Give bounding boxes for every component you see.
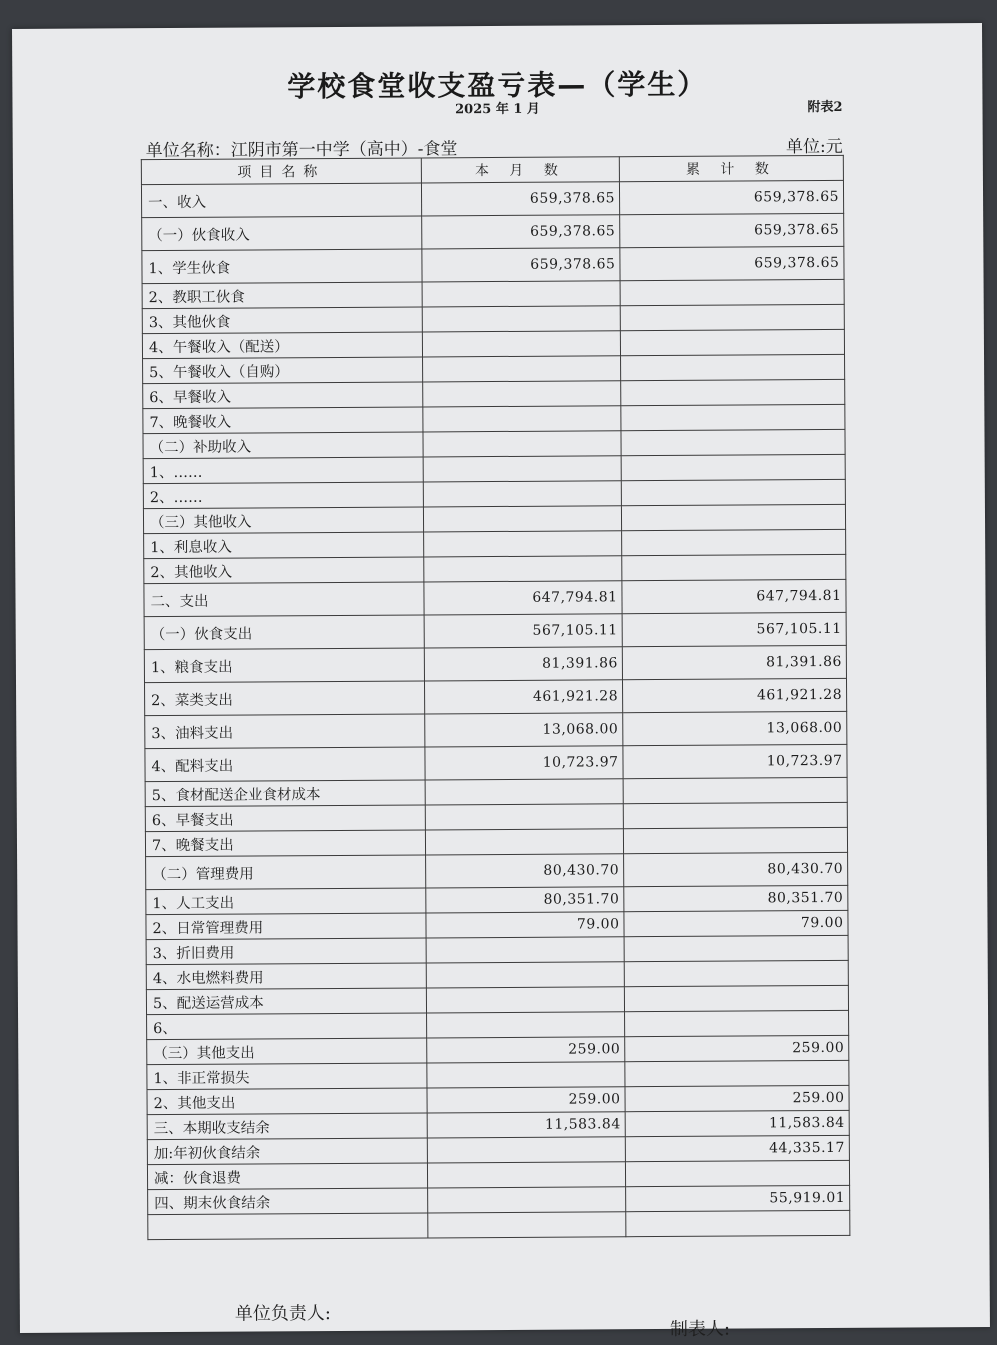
row-item-name: 2、其他支出 bbox=[147, 1088, 427, 1115]
unit-name: 单位名称：江阴市第一中学（高中）-食堂 bbox=[145, 139, 458, 162]
row-total-value: 659,378.65 bbox=[620, 246, 844, 280]
row-month-value: 659,378.65 bbox=[421, 182, 619, 216]
row-total-value: 55,919.01 bbox=[626, 1185, 850, 1211]
row-item-name: 3、其他伙食 bbox=[142, 307, 422, 334]
row-month-value: 567,105.11 bbox=[424, 614, 622, 648]
column-header-item: 项目名称 bbox=[141, 158, 421, 185]
row-item-name: 2、…… bbox=[143, 482, 423, 509]
column-header-month: 本 月 数 bbox=[421, 157, 619, 183]
document-page bbox=[12, 23, 990, 1340]
row-month-value bbox=[423, 406, 621, 432]
row-total-value: 13,068.00 bbox=[623, 711, 847, 745]
row-item-name: 三、本期收支结余 bbox=[147, 1113, 427, 1140]
row-month-value bbox=[425, 779, 623, 805]
row-total-value bbox=[625, 1010, 849, 1036]
unit-head-label: 单位负责人: bbox=[234, 1303, 332, 1325]
table-row bbox=[141, 180, 843, 217]
table-row bbox=[145, 711, 847, 748]
row-total-value bbox=[621, 429, 845, 455]
row-item-name: （一）伙食支出 bbox=[144, 615, 424, 650]
row-item-name: 1、粮食支出 bbox=[144, 648, 424, 683]
row-month-value bbox=[426, 962, 624, 988]
row-total-value: 79.00 bbox=[624, 910, 848, 936]
row-item-name: 3、折旧费用 bbox=[146, 938, 426, 965]
row-total-value: 80,430.70 bbox=[624, 852, 848, 886]
row-item-name: （一）伙食收入 bbox=[142, 216, 422, 251]
row-item-name: 减：伙食退费 bbox=[147, 1163, 427, 1190]
row-item-name: 2、教职工伙食 bbox=[142, 282, 422, 309]
table-row bbox=[145, 744, 847, 781]
row-total-value: 567,105.11 bbox=[622, 612, 846, 646]
row-month-value bbox=[427, 1062, 625, 1088]
row-item-name: 1、利息收入 bbox=[144, 532, 424, 559]
row-month-value bbox=[426, 937, 624, 963]
row-total-value bbox=[622, 554, 846, 580]
row-item-name: 2、日常管理费用 bbox=[146, 913, 426, 940]
row-total-value bbox=[623, 777, 847, 803]
row-item-name: 2、其他收入 bbox=[144, 557, 424, 584]
table-row bbox=[142, 246, 844, 283]
row-month-value: 10,723.97 bbox=[425, 746, 623, 780]
row-total-value: 10,723.97 bbox=[623, 744, 847, 778]
income-expense-table bbox=[141, 155, 851, 1240]
row-month-value: 259.00 bbox=[427, 1087, 625, 1113]
row-month-value bbox=[424, 531, 622, 557]
row-item-name: 5、配送运营成本 bbox=[146, 988, 426, 1015]
table-row bbox=[145, 678, 847, 715]
row-item-name: 4、配料支出 bbox=[145, 747, 425, 782]
row-item-name: （二）补助收入 bbox=[143, 432, 423, 459]
row-month-value: 80,430.70 bbox=[426, 854, 624, 888]
table-row bbox=[144, 645, 846, 682]
table-row bbox=[146, 852, 848, 889]
row-item-name: 加:年初伙食结余 bbox=[147, 1138, 427, 1165]
row-month-value bbox=[423, 481, 621, 507]
row-total-value bbox=[620, 329, 844, 355]
row-total-value bbox=[624, 935, 848, 961]
row-month-value bbox=[423, 356, 621, 382]
document-title: 学校食堂收支盈亏表—（学生） bbox=[287, 67, 708, 104]
row-total-value bbox=[621, 354, 845, 380]
row-month-value bbox=[428, 1187, 626, 1213]
row-total-value bbox=[623, 827, 847, 853]
row-total-value: 659,378.65 bbox=[619, 180, 843, 214]
row-item-name: 4、午餐收入（配送） bbox=[142, 332, 422, 359]
row-total-value bbox=[620, 279, 844, 305]
row-month-value bbox=[422, 306, 620, 332]
row-month-value bbox=[427, 1137, 625, 1163]
row-item-name: 4、水电燃料费用 bbox=[146, 963, 426, 990]
row-month-value bbox=[425, 829, 623, 855]
row-total-value: 80,351.70 bbox=[624, 885, 848, 911]
row-month-value bbox=[427, 1012, 625, 1038]
row-month-value: 259.00 bbox=[427, 1037, 625, 1063]
row-item-name: （二）管理费用 bbox=[146, 855, 426, 890]
row-item-name: 1、学生伙食 bbox=[142, 249, 422, 284]
row-total-value: 647,794.81 bbox=[622, 579, 846, 613]
row-item-name: 四、期末伙食结余 bbox=[148, 1188, 428, 1215]
row-month-value: 13,068.00 bbox=[425, 713, 623, 747]
row-item-name: 7、晚餐支出 bbox=[145, 830, 425, 857]
row-total-value bbox=[621, 454, 845, 480]
row-item-name: 7、晚餐收入 bbox=[143, 407, 423, 434]
row-total-value bbox=[622, 529, 846, 555]
row-month-value: 659,378.65 bbox=[422, 248, 620, 282]
row-month-value bbox=[423, 506, 621, 532]
row-total-value bbox=[624, 985, 848, 1011]
row-month-value bbox=[422, 331, 620, 357]
row-total-value: 659,378.65 bbox=[620, 213, 844, 247]
row-item-name bbox=[148, 1213, 428, 1240]
row-month-value: 647,794.81 bbox=[424, 581, 622, 615]
row-total-value bbox=[623, 802, 847, 828]
row-month-value: 81,391.86 bbox=[424, 647, 622, 681]
row-month-value bbox=[423, 431, 621, 457]
column-header-total: 累 计 数 bbox=[619, 155, 843, 181]
row-total-value bbox=[621, 479, 845, 505]
row-month-value bbox=[426, 987, 624, 1013]
row-month-value bbox=[423, 456, 621, 482]
row-total-value bbox=[625, 1160, 849, 1186]
row-total-value: 81,391.86 bbox=[622, 645, 846, 679]
row-item-name: 6、早餐收入 bbox=[143, 382, 423, 409]
row-month-value bbox=[425, 804, 623, 830]
report-date: 2025 年 1 月 bbox=[455, 101, 540, 118]
row-item-name: （三）其他收入 bbox=[143, 507, 423, 534]
table-row bbox=[148, 1210, 850, 1239]
row-total-value: 44,335.17 bbox=[625, 1135, 849, 1161]
row-month-value: 461,921.28 bbox=[424, 680, 622, 714]
row-item-name: 1、…… bbox=[143, 457, 423, 484]
row-month-value bbox=[428, 1212, 626, 1238]
row-item-name: 5、午餐收入（自购） bbox=[143, 357, 423, 384]
row-month-value bbox=[427, 1162, 625, 1188]
row-month-value: 80,351.70 bbox=[426, 887, 624, 913]
row-month-value: 11,583.84 bbox=[427, 1112, 625, 1138]
row-total-value bbox=[625, 1060, 849, 1086]
row-total-value bbox=[620, 304, 844, 330]
row-total-value: 11,583.84 bbox=[625, 1110, 849, 1136]
row-month-value bbox=[423, 381, 621, 407]
row-item-name: 2、菜类支出 bbox=[145, 681, 425, 716]
row-total-value bbox=[621, 504, 845, 530]
row-total-value: 259.00 bbox=[625, 1085, 849, 1111]
currency-unit: 单位:元 bbox=[785, 136, 843, 158]
row-item-name: 1、非正常损失 bbox=[147, 1063, 427, 1090]
row-item-name: 6、 bbox=[147, 1013, 427, 1040]
row-item-name: 一、收入 bbox=[141, 183, 421, 218]
row-item-name: 3、油料支出 bbox=[145, 714, 425, 749]
row-item-name: 5、食材配送企业食材成本 bbox=[145, 780, 425, 807]
row-total-value: 259.00 bbox=[625, 1035, 849, 1061]
row-item-name: 6、早餐支出 bbox=[145, 805, 425, 832]
row-item-name: 1、人工支出 bbox=[146, 888, 426, 915]
row-total-value bbox=[624, 960, 848, 986]
attachment-label: 附表2 bbox=[807, 99, 843, 116]
row-total-value bbox=[621, 379, 845, 405]
table-row bbox=[144, 612, 846, 649]
row-month-value: 659,378.65 bbox=[422, 215, 620, 249]
row-item-name: 二、支出 bbox=[144, 582, 424, 617]
row-item-name: （三）其他支出 bbox=[147, 1038, 427, 1065]
preparer-label: 制表人: bbox=[669, 1318, 731, 1340]
row-month-value bbox=[424, 556, 622, 582]
row-total-value bbox=[621, 404, 845, 430]
row-total-value: 461,921.28 bbox=[622, 678, 846, 712]
row-month-value bbox=[422, 281, 620, 307]
table-row bbox=[144, 579, 846, 616]
row-month-value: 79.00 bbox=[426, 912, 624, 938]
row-total-value bbox=[626, 1210, 850, 1236]
table-row bbox=[142, 213, 844, 250]
